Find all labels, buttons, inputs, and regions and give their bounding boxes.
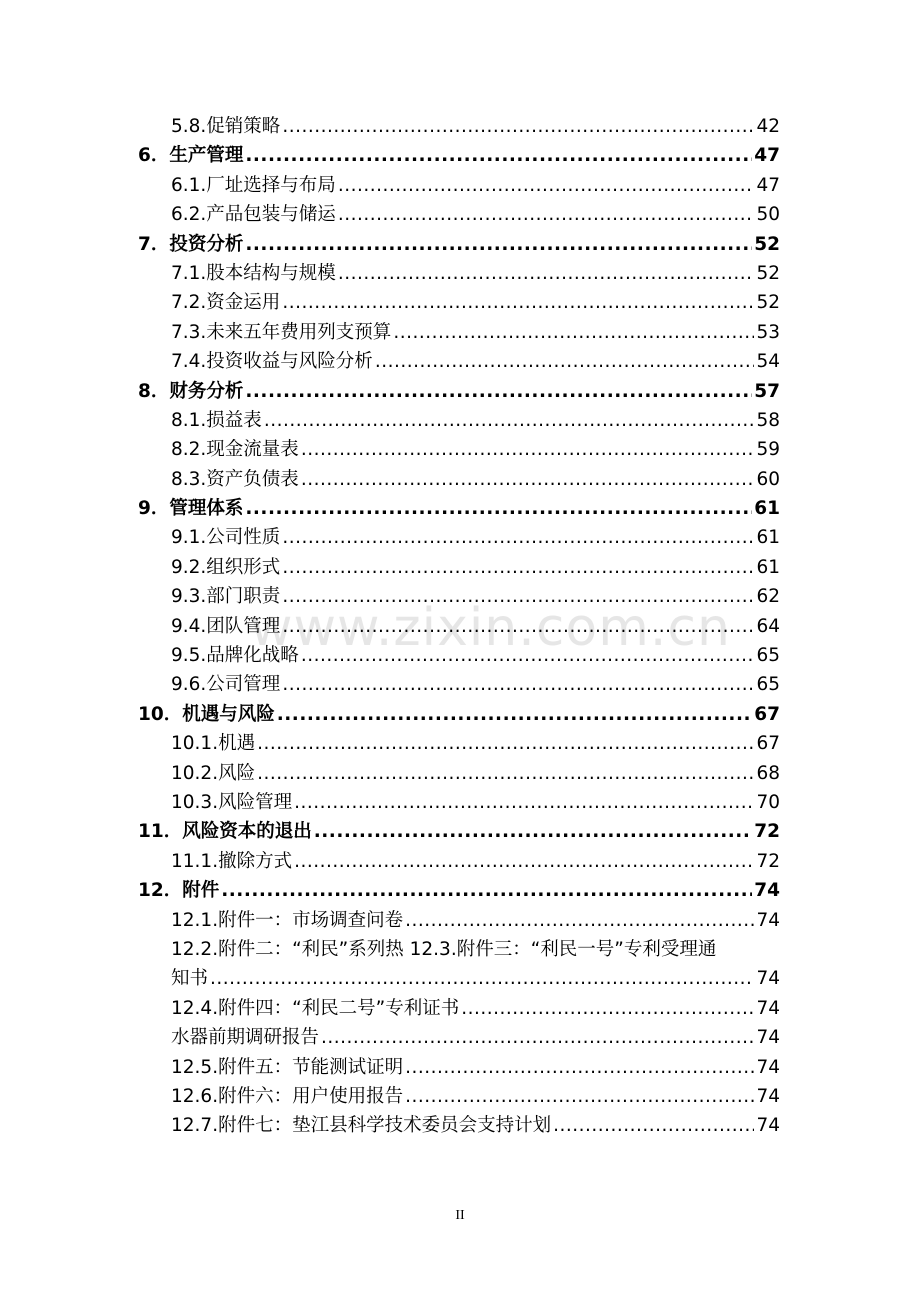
toc-dot-leader [338, 171, 755, 200]
toc-entry-title: 7.1.股本结构与规模 [171, 262, 336, 284]
toc-section-entry[interactable] [138, 553, 780, 582]
toc-section-entry[interactable] [138, 964, 780, 993]
toc-entry-page: 54 [756, 351, 780, 373]
toc-dot-leader [553, 1111, 754, 1140]
toc-entry-page: 70 [756, 791, 780, 813]
toc-section-entry[interactable] [138, 847, 780, 876]
toc-entry-page: 52 [754, 233, 780, 255]
toc-section-entry[interactable] [138, 259, 780, 288]
toc-dot-leader [282, 670, 754, 699]
toc-entry-page: 59 [756, 439, 780, 461]
page-number-footer: II [455, 1208, 465, 1223]
toc-entry-page: 42 [756, 116, 780, 137]
toc-entry-title: 8.3.资产负债表 [171, 468, 299, 490]
toc-section-entry[interactable] [138, 435, 780, 464]
toc-entry-page: 74 [756, 968, 780, 990]
toc-dot-leader [301, 435, 755, 464]
toc-section-entry[interactable] [138, 465, 780, 494]
toc-entry-title: 8.2.现金流量表 [171, 439, 299, 461]
toc-dot-leader [321, 1023, 754, 1052]
toc-entry-title: 水器前期调研报告 [171, 1027, 320, 1049]
toc-entry-page: 74 [756, 909, 780, 931]
toc-dot-leader [294, 788, 754, 817]
toc-entry-page: 57 [754, 380, 780, 402]
toc-entry-page: 64 [756, 615, 780, 637]
toc-dot-leader [393, 318, 754, 347]
toc-section-entry[interactable] [138, 1023, 780, 1052]
toc-entry-title: 12.6.附件六：用户使用报告 [171, 1085, 404, 1107]
toc-dot-leader [245, 141, 752, 170]
toc-entry-title: 8.1.损益表 [171, 409, 262, 431]
toc-dot-leader [301, 641, 755, 670]
toc-chapter-entry[interactable] [138, 817, 780, 846]
table-of-contents [138, 112, 780, 1141]
toc-entry-title: 12.7.附件七：垫江县科学技术委员会支持计划 [171, 1115, 552, 1137]
toc-dot-leader [405, 906, 754, 935]
toc-entry-title: 9.6.公司管理 [171, 674, 281, 696]
toc-entry-page: 53 [756, 321, 780, 343]
toc-section-entry[interactable] [138, 670, 780, 699]
toc-section-entry[interactable] [138, 1111, 780, 1140]
toc-entry-page: 74 [754, 880, 780, 902]
toc-entry-page: 74 [756, 1115, 780, 1137]
toc-dot-leader [282, 112, 754, 141]
toc-dot-leader [461, 994, 754, 1023]
toc-dot-leader [375, 347, 755, 376]
toc-entry-title: 11.1.撤除方式 [171, 850, 293, 872]
toc-entry-page: 61 [756, 527, 780, 549]
toc-entry-page: 58 [756, 409, 780, 431]
toc-dot-leader [210, 964, 754, 993]
toc-entry-title: 6.1.厂址选择与布局 [171, 174, 336, 196]
toc-section-entry[interactable] [138, 523, 780, 552]
toc-entry-title: 12.1.附件一：市场调查问卷 [171, 909, 404, 931]
toc-entry-title: 知书 [171, 968, 209, 990]
toc-entry-title: 9.5.品牌化战略 [171, 645, 299, 667]
toc-entry-page: 74 [756, 1027, 780, 1049]
toc-entry-page: 62 [756, 586, 780, 608]
toc-entry-page: 52 [756, 292, 780, 314]
toc-chapter-entry[interactable] [138, 141, 780, 170]
toc-dot-leader [282, 553, 754, 582]
toc-dot-leader [257, 759, 754, 788]
toc-entry-page: 67 [754, 703, 780, 725]
toc-dot-leader [282, 582, 754, 611]
toc-dot-leader [245, 230, 752, 259]
toc-section-entry[interactable] [138, 759, 780, 788]
toc-section-entry[interactable] [138, 1082, 780, 1111]
toc-entry-title: 10．机遇与风险 [138, 703, 275, 725]
toc-chapter-entry[interactable] [138, 494, 780, 523]
toc-dot-leader [405, 1053, 754, 1082]
toc-entry-title: 8．财务分析 [138, 380, 244, 402]
toc-section-entry[interactable] [138, 318, 780, 347]
toc-chapter-entry[interactable] [138, 230, 780, 259]
toc-section-entry[interactable] [138, 729, 780, 758]
toc-entry-title: 10.3.风险管理 [171, 791, 293, 813]
toc-entry-title: 7.2.资金运用 [171, 292, 281, 314]
toc-dot-leader [338, 259, 755, 288]
toc-entry-page: 52 [756, 262, 780, 284]
toc-entry-title: 9．管理体系 [138, 498, 244, 520]
toc-section-entry[interactable] [138, 935, 780, 964]
toc-dot-leader [245, 377, 752, 406]
toc-entry-page: 65 [756, 645, 780, 667]
toc-entry-page: 61 [754, 498, 780, 520]
toc-entry-page: 50 [756, 204, 780, 226]
toc-entry-title: 12.4.附件四：“利民二号”专利证书 [171, 997, 460, 1019]
watermark: www.zixin.com.cn [250, 598, 731, 658]
toc-dot-leader [282, 523, 754, 552]
toc-entry-page: 47 [756, 174, 780, 196]
toc-entry-title: 6．生产管理 [138, 145, 244, 167]
toc-entry-page: 74 [756, 1085, 780, 1107]
toc-dot-leader [282, 612, 754, 641]
toc-section-entry[interactable] [138, 1053, 780, 1082]
toc-dot-leader [264, 406, 755, 435]
toc-section-entry[interactable] [138, 582, 780, 611]
toc-section-entry[interactable] [138, 641, 780, 670]
toc-entry-title: 7．投资分析 [138, 233, 244, 255]
toc-section-entry[interactable] [138, 112, 780, 141]
toc-entry-title: 7.3.未来五年费用列支预算 [171, 321, 392, 343]
toc-dot-leader [301, 465, 755, 494]
toc-dot-leader [314, 817, 753, 846]
toc-dot-leader [257, 729, 754, 758]
toc-section-entry[interactable] [138, 171, 780, 200]
toc-entry-page: 74 [756, 997, 780, 1019]
toc-entry-page: 60 [756, 468, 780, 490]
toc-dot-leader [277, 700, 753, 729]
toc-chapter-entry[interactable] [138, 700, 780, 729]
toc-section-entry[interactable] [138, 288, 780, 317]
toc-chapter-entry[interactable] [138, 377, 780, 406]
toc-entry-page: 72 [756, 850, 780, 872]
toc-entry-title: 10.1.机遇 [171, 733, 256, 755]
toc-section-entry[interactable] [138, 788, 780, 817]
toc-entry-title: 9.1.公司性质 [171, 527, 281, 549]
toc-dot-leader [338, 200, 755, 229]
toc-entry-title: 11．风险资本的退出 [138, 821, 312, 843]
toc-entry-page: 72 [754, 821, 780, 843]
toc-entry-title: 12.5.附件五：节能测试证明 [171, 1056, 404, 1078]
toc-section-entry[interactable] [138, 612, 780, 641]
toc-entry-title: 10.2.风险 [171, 762, 256, 784]
toc-dot-leader [245, 494, 752, 523]
toc-entry-title: 5.8.促销策略 [171, 116, 281, 137]
toc-section-entry[interactable] [138, 347, 780, 376]
toc-entry-title: 6.2.产品包装与储运 [171, 204, 336, 226]
toc-entry-page: 67 [756, 733, 780, 755]
toc-section-entry[interactable] [138, 994, 780, 1023]
toc-section-entry[interactable] [138, 200, 780, 229]
toc-entry-title: 12．附件 [138, 880, 220, 902]
toc-dot-leader [405, 1082, 754, 1111]
toc-entry-title: 9.2.组织形式 [171, 556, 281, 578]
toc-entry-title: 9.3.部门职责 [171, 586, 281, 608]
toc-section-entry[interactable] [138, 406, 780, 435]
toc-chapter-entry[interactable] [138, 876, 780, 905]
toc-dot-leader [221, 876, 752, 905]
toc-entry-title: 9.4.团队管理 [171, 615, 281, 637]
toc-section-entry[interactable] [138, 906, 780, 935]
toc-entry-title: 7.4.投资收益与风险分析 [171, 351, 373, 373]
toc-dot-leader [294, 847, 754, 876]
toc-entry-page: 68 [756, 762, 780, 784]
toc-entry-title: 12.2.附件二：“利民”系列热 12.3.附件三：“利民一号”专利受理通 [171, 938, 717, 960]
toc-entry-page: 65 [756, 674, 780, 696]
toc-entry-page: 61 [756, 556, 780, 578]
toc-entry-page: 47 [754, 145, 780, 167]
toc-entry-page: 74 [756, 1056, 780, 1078]
toc-dot-leader [282, 288, 754, 317]
